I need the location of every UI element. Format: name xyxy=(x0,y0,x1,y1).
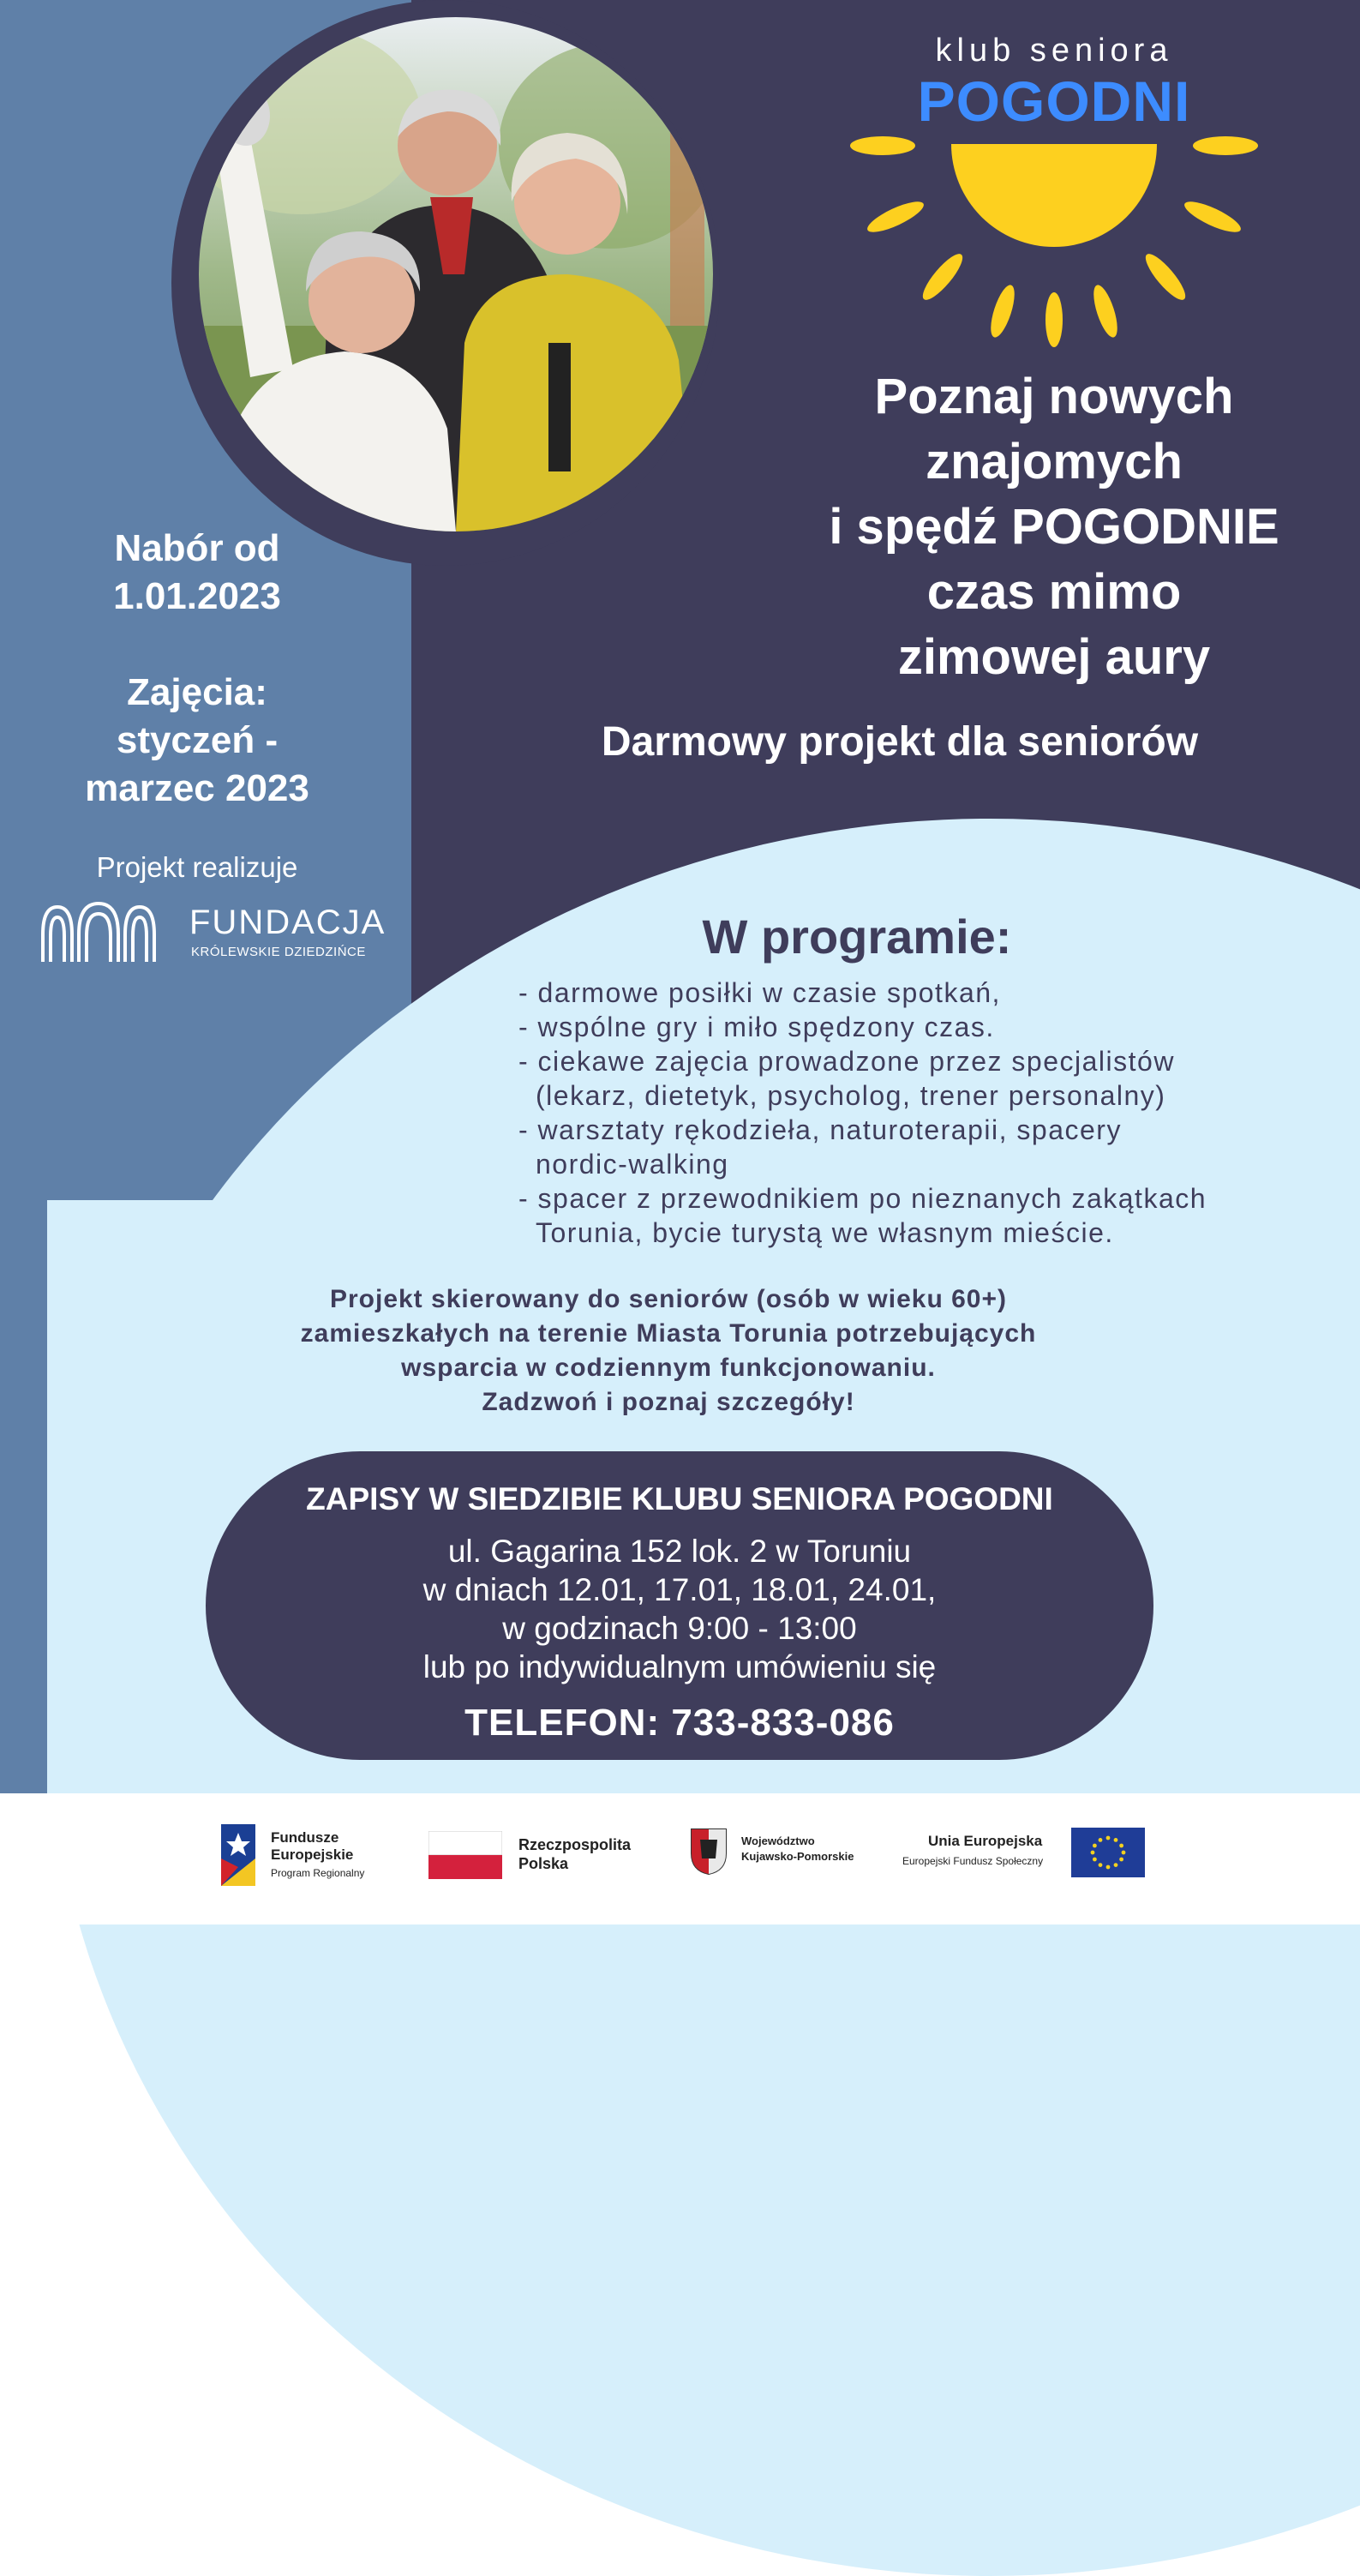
list-item: - wspólne gry i miło spędzony czas. xyxy=(518,1012,995,1042)
foundation-subname: KRÓLEWSKIE DZIEDZIŃCE xyxy=(191,945,366,959)
classes-value: styczeń - xyxy=(116,719,279,761)
rp-logo xyxy=(428,1831,660,1882)
target-line: Projekt skierowany do seniorów (osób w wieku 60+) xyxy=(329,1285,1008,1313)
club-name: POGODNI xyxy=(917,69,1191,133)
registration-line: ul. Gagarina 152 lok. 2 w Toruniu xyxy=(447,1534,912,1569)
registration-line: lub po indywidualnym umówieniu się xyxy=(422,1649,937,1684)
foundation-name: FUNDACJA xyxy=(189,904,386,941)
headline-line: czas mimo xyxy=(926,564,1182,620)
rp-line: Polska xyxy=(518,1855,569,1872)
foundation-logo xyxy=(39,900,386,969)
ue-line: Unia Europejska xyxy=(928,1833,1043,1849)
polish-flag-icon xyxy=(428,1831,502,1879)
ue-logo xyxy=(896,1828,1153,1882)
target-audience xyxy=(171,1282,1165,1420)
fe-line: Europejskie xyxy=(271,1846,354,1863)
eu-flag-icon xyxy=(1071,1828,1145,1877)
sun-icon xyxy=(848,127,1260,350)
implemented-by-label: Projekt realizuje xyxy=(96,851,298,883)
headline-line: zimowej aury xyxy=(897,629,1211,685)
seniors-photo xyxy=(199,17,713,531)
list-item: - ciekawe zajęcia prowadzone przez specjalistów (lekarz, dietetyk, psycholog, trener personalny) xyxy=(518,1046,1175,1111)
phone-number: TELEFON: 733-833-086 xyxy=(464,1702,895,1744)
fe-line: Program Regionalny xyxy=(271,1867,365,1879)
classes-period xyxy=(34,669,360,813)
kp-line: Kujawsko-Pomorskie xyxy=(741,1850,854,1863)
fe-star-icon xyxy=(221,1824,255,1886)
registration-line: w dniach 12.01, 17.01, 18.01, 24.01, xyxy=(422,1572,937,1607)
target-line: Zadzwoń i poznaj szczegóły! xyxy=(482,1388,855,1416)
list-item: - darmowe posiłki w czasie spotkań, xyxy=(518,977,1001,1008)
headline-line: i spędź POGODNIE xyxy=(829,499,1279,555)
program-list xyxy=(518,976,1315,1250)
ue-line: Europejski Fundusz Społeczny xyxy=(902,1855,1044,1867)
program-title: W programie: xyxy=(702,910,1012,964)
list-item: - spacer z przewodnikiem po nieznanych zakątkach Torunia, bycie turystą we własnym mieście. xyxy=(518,1183,1207,1248)
classes-value: marzec 2023 xyxy=(85,767,309,809)
enrollment-value: 1.01.2023 xyxy=(113,575,281,617)
kp-line: Województwo xyxy=(741,1834,815,1847)
headline-line: Poznaj nowych xyxy=(874,369,1234,424)
list-item: - warsztaty rękodzieła, naturoterapii, spacery nordic-walking xyxy=(518,1114,1122,1180)
subheadline: Darmowy projekt dla seniorów xyxy=(601,719,1199,765)
registration-title: ZAPISY W SIEDZIBIE KLUBU SENIORA POGODNI xyxy=(306,1481,1053,1516)
club-label: klub seniora xyxy=(935,33,1173,69)
headline xyxy=(754,364,1354,690)
region-crest-icon xyxy=(690,1828,728,1876)
fe-line: Fundusze xyxy=(271,1829,339,1846)
enrollment-date xyxy=(34,525,360,621)
fe-logo xyxy=(221,1822,392,1891)
enrollment-label: Nabór od xyxy=(114,527,280,569)
rp-line: Rzeczpospolita xyxy=(518,1836,632,1853)
target-line: zamieszkałych na terenie Miasta Torunia potrzebujących xyxy=(300,1319,1037,1348)
registration-line: w godzinach 9:00 - 13:00 xyxy=(502,1611,857,1646)
classes-label: Zajęcia: xyxy=(127,671,267,713)
registration-details xyxy=(206,1532,1153,1686)
kp-logo xyxy=(690,1828,861,1882)
target-line: wsparcia w codziennym funkcjonowaniu. xyxy=(401,1354,936,1382)
footer-logos xyxy=(0,1793,1360,1924)
headline-line: znajomych xyxy=(926,434,1183,489)
